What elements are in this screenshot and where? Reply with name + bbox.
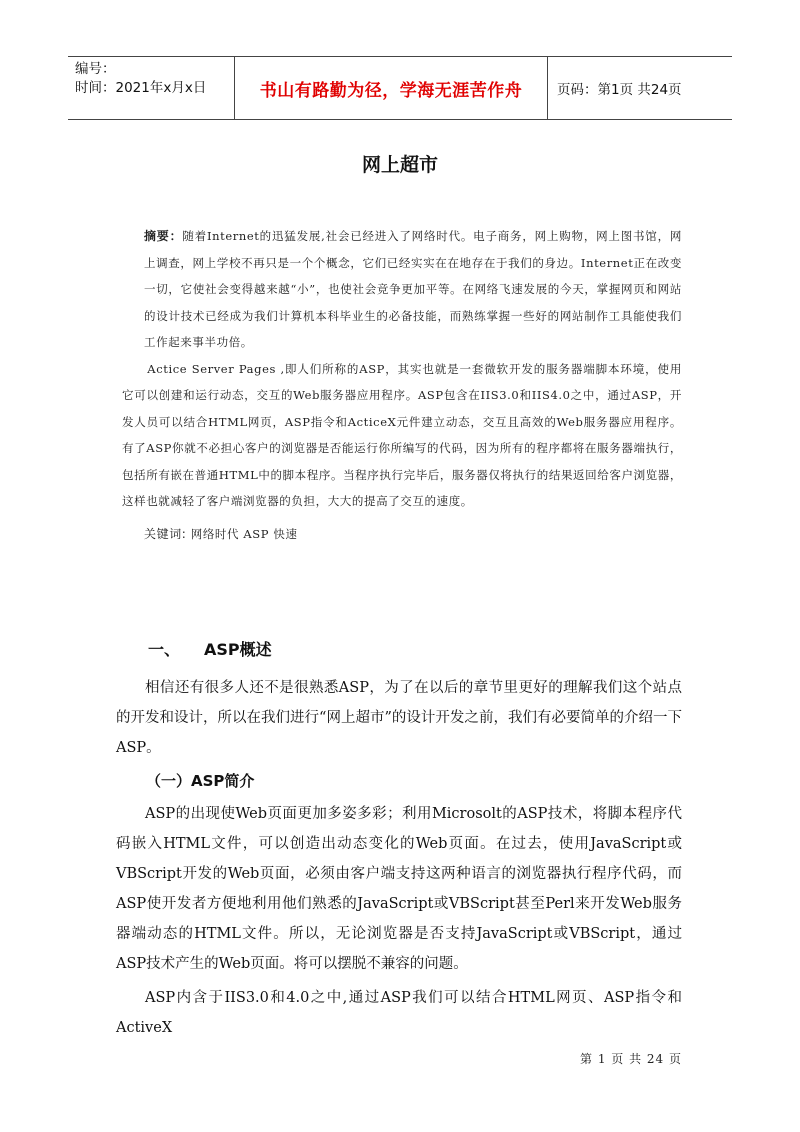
section-intro [116, 673, 682, 763]
keywords-label: 关键词: [144, 526, 187, 541]
document-title: 网上超市 [361, 154, 438, 176]
abstract-label: 摘要： [144, 229, 183, 243]
abstract-text: 随着Internet的迅猛发展,社会已经进入了网络时代。电子商务，网上购物，网上图书馆，网上调查，网上学校不再只是一个个概念，它们已经实实在在地存在于我们的身边。Internet正在改变一切，它使社会变得越来越“小”，也使社会竞争更加平等。在网络飞速发展的今天，掌握网页和网站的设计技术已经成为我们计算机本科毕业生的必备技能，而熟练掌握一些好的网站制作工具能使我们工作起来事半功倍。 [144, 229, 682, 349]
section-title: ASP概述 [204, 640, 272, 659]
abstract-paragraph [122, 223, 682, 356]
section-number: 一、 [148, 640, 181, 659]
subsection-paragraph-2: ASP内含于IIS3.0和4.0之中,通过ASP我们可以结合HTML网页、ASP指令和ActiveX [116, 990, 682, 1036]
header-meta [68, 57, 235, 119]
time-label: 时间：2021年x月x日 [75, 80, 207, 96]
keywords-line [122, 521, 682, 548]
subsection-paragraph-1: ASP的出现使Web页面更加多姿多彩；利用Microsolt的ASP技术，将脚本程序代码嵌入HTML文件，可以创造出动态变化的Web页面。在过去，使用JavaScript或VBScript开发的Web页面，必须由客户端支持这两种语言的浏览器执行程序代码，而ASP使开发者方便地利用他们熟悉的JavaScript或VBScript甚至Perl来开发Web服务器端动态的HTML文件。所以，无论浏览器是否支持JavaScript或VBScript，通过ASP技术产生的Web页面。将可以摆脱不兼容的问题。 [116, 806, 682, 972]
section-heading [148, 637, 272, 660]
subsection-heading: （一）ASP简介 [146, 772, 255, 790]
section-paragraph: 相信还有很多人还不是很熟悉ASP，为了在以后的章节里更好的理解我们这个站点的开发和设计，所以在我们进行“网上超市”的设计开发之前，我们有必要简单的介绍一下ASP。 [116, 680, 682, 756]
header-motto: 书山有路勤为径，学海无涯苦作舟 [235, 57, 548, 119]
number-label: 编号： [75, 61, 116, 77]
page-header [68, 56, 732, 120]
page-footer: 第 1 页 共 24 页 [580, 1052, 682, 1066]
keywords-text: 网络时代 ASP 快速 [190, 526, 298, 541]
header-page-info: 页码：第1页 共24页 [557, 82, 682, 98]
abstract-block [122, 223, 682, 547]
subsection-body [116, 799, 682, 1043]
abstract-paragraph-2: Actice Server Pages ,即人们所称的ASP，其实也就是一套微软开发的服务器端脚本环境，使用它可以创建和运行动态，交互的Web服务器应用程序。ASP包含在IIS3.0和IIS4.0之中，通过ASP，开发人员可以结合HTML网页，ASP指令和ActiceX元件建立动态，交互且高效的Web服务器应用程序。有了ASP你就不必担心客户的浏览器是否能运行你所编写的代码，因为所有的程序都将在服务器端执行，包括所有嵌在普通HTML中的脚本程序。当程序执行完毕后，服务器仅将执行的结果返回给客户浏览器，这样也就减轻了客户端浏览器的负担，大大的提高了交互的速度。 [122, 361, 682, 508]
